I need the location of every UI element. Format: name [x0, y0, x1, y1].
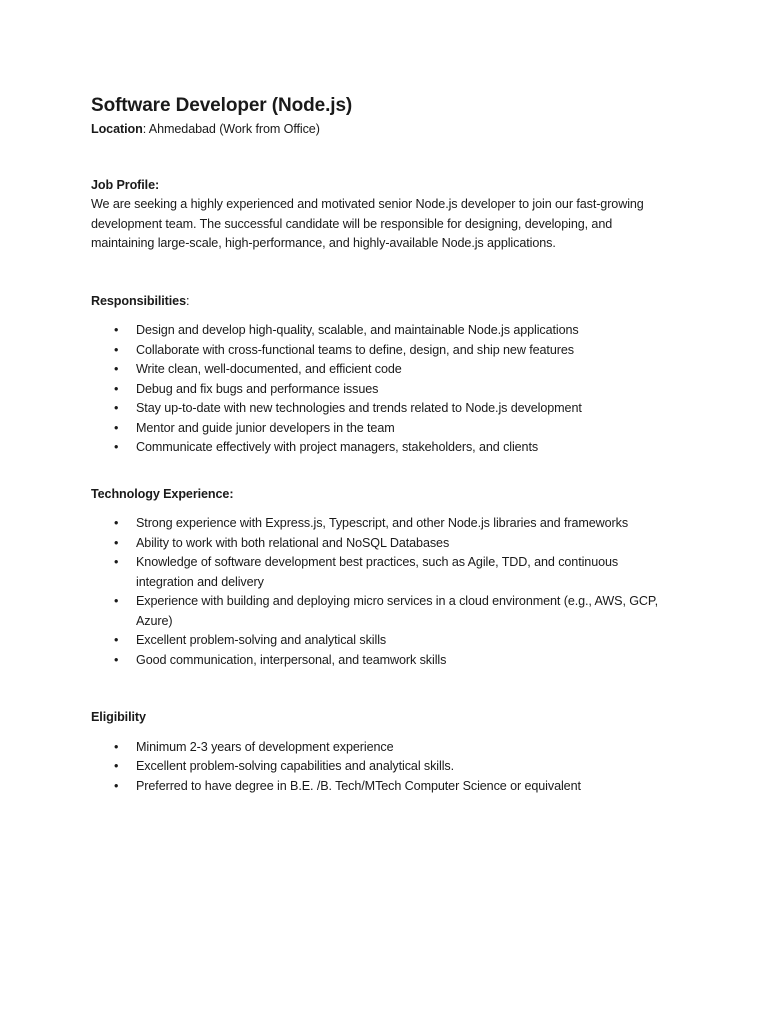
responsibilities-section	[91, 292, 681, 458]
job-profile-line: We are seeking a highly experienced and motivated senior Node.js developer to join our fast-growing	[91, 197, 644, 211]
list-item	[91, 514, 681, 534]
job-profile-line: maintaining large-scale, high-performance, and highly-available Node.js applications.	[91, 236, 556, 250]
list-item-text-continued: integration and delivery	[136, 574, 264, 589]
technology-experience-section	[91, 485, 681, 671]
list-item	[91, 777, 681, 797]
eligibility-section	[91, 708, 681, 796]
responsibilities-list	[91, 321, 681, 458]
list-item	[91, 380, 681, 400]
bullet-icon: •	[114, 652, 119, 667]
list-item-text: Experience with building and deploying micro services in a cloud environment (e.g., AWS, GCP,	[136, 594, 659, 608]
list-item	[91, 438, 681, 458]
list-item-text: Ability to work with both relational and NoSQL Databases	[136, 535, 450, 550]
list-item	[91, 631, 681, 651]
list-item-text: Excellent problem-solving capabilities and analytical skills.	[136, 759, 454, 773]
list-item	[91, 757, 681, 777]
list-item-text: Write clean, well-documented, and efficient code	[136, 362, 402, 376]
list-item-text: Mentor and guide junior developers in the team	[136, 420, 395, 435]
bullet-icon: •	[114, 633, 119, 647]
list-item	[91, 592, 681, 631]
document-content	[91, 94, 681, 796]
list-item-text-continued: Azure)	[136, 613, 173, 628]
job-profile-section	[91, 176, 681, 254]
list-item	[91, 534, 681, 554]
location-line	[91, 120, 681, 140]
list-item-text: Minimum 2-3 years of development experience	[136, 739, 394, 754]
bullet-icon: •	[114, 401, 119, 415]
bullet-icon: •	[114, 381, 119, 396]
bullet-icon: •	[114, 362, 119, 376]
bullet-icon: •	[114, 535, 119, 550]
list-item	[91, 341, 681, 361]
list-item-text: Strong experience with Express.js, Typescript, and other Node.js libraries and frameworks	[136, 516, 629, 530]
list-item	[91, 419, 681, 439]
bullet-icon: •	[114, 516, 119, 530]
technology-experience-list	[91, 514, 681, 670]
bullet-icon: •	[114, 342, 119, 357]
list-item-text: Stay up-to-date with new technologies and trends related to Node.js development	[136, 401, 582, 415]
bullet-icon: •	[114, 594, 119, 608]
responsibilities-heading-colon: :	[185, 293, 190, 308]
bullet-icon: •	[114, 420, 119, 435]
list-item	[91, 553, 681, 592]
list-item	[91, 738, 681, 758]
list-item	[91, 360, 681, 380]
eligibility-list	[91, 738, 681, 797]
list-item-text: Good communication, interpersonal, and teamwork skills	[136, 652, 447, 667]
list-item-text: Collaborate with cross-functional teams to define, design, and ship new features	[136, 342, 574, 357]
responsibilities-heading	[91, 292, 681, 312]
eligibility-heading: Eligibility	[91, 710, 146, 724]
list-item-text: Communicate effectively with project managers, stakeholders, and clients	[136, 440, 539, 454]
bullet-icon: •	[114, 323, 119, 337]
technology-experience-heading: Technology Experience:	[91, 486, 234, 501]
list-item-text: Debug and fix bugs and performance issues	[136, 381, 379, 396]
list-item	[91, 399, 681, 419]
list-item	[91, 651, 681, 671]
location-label: Location	[91, 122, 143, 136]
list-item-text: Knowledge of software development best practices, such as Agile, TDD, and continuous	[136, 555, 619, 569]
list-item-text: Excellent problem-solving and analytical skills	[136, 633, 387, 647]
bullet-icon: •	[114, 778, 119, 793]
page-title: Software Developer (Node.js)	[91, 95, 353, 116]
location-value: : Ahmedabad (Work from Office)	[142, 122, 320, 136]
job-profile-heading: Job Profile:	[91, 177, 160, 192]
list-item-text: Design and develop high-quality, scalable, and maintainable Node.js applications	[136, 323, 579, 337]
responsibilities-heading-text: Responsibilities	[91, 293, 186, 308]
bullet-icon: •	[114, 555, 119, 569]
job-profile-line: development team. The successful candidate will be responsible for designing, developing, and	[91, 216, 613, 231]
list-item	[91, 321, 681, 341]
bullet-icon: •	[114, 739, 119, 754]
bullet-icon: •	[114, 759, 119, 773]
bullet-icon: •	[114, 440, 119, 454]
list-item-text: Preferred to have degree in B.E. /B. Tech/MTech Computer Science or equivalent	[136, 778, 581, 793]
